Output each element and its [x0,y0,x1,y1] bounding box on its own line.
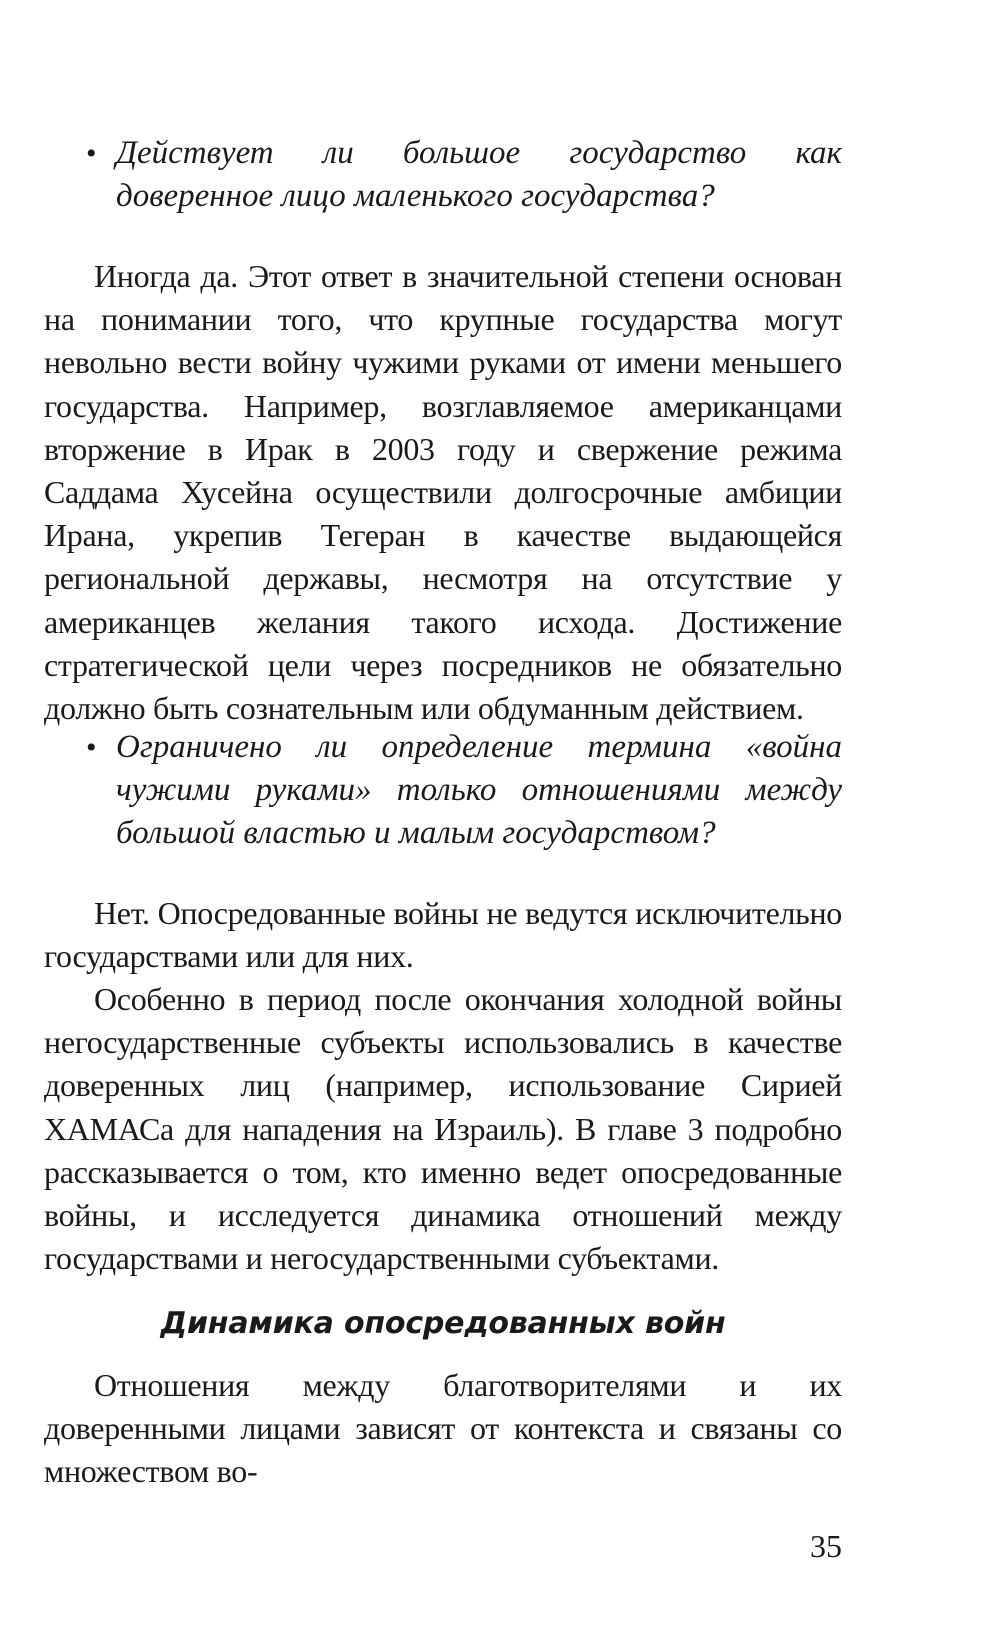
paragraph-2: Нет. Опосредованные войны не ведутся исключительно государствами или для них. [44,895,842,975]
paragraph-3: Особенно в период после окончания холодной войны негосударственные субъекты использовались в качестве доверенных лиц (например, использование Сирией ХАМАСа для нападения на Израиль). В главе 3 подробно рассказывается о том, кто именно ведет опосредованные войны, и исследуется динамика отношений между государствами и негосударственными субъектами. [44,981,842,1277]
section-heading: Динамика опосредованных войн [160,1306,726,1341]
question-1-text: Действует ли большое государство как доверенное лицо маленького государства? [116,135,842,214]
paragraph-4: Отношения между благотворителями и их доверенными лицами зависят от контекста и связаны со множеством во- [44,1367,842,1490]
page-number: 35 [810,1528,842,1564]
bullet-icon: • [86,137,97,170]
paragraph-1: Иногда да. Этот ответ в значительной степени основан на понимании того, что крупные государства могут невольно вести войну чужими руками от имени меньшего государства. Например, возглавляемое американцами вторжение в Ирак в 2003 году и свержение режима Саддама Хусейна осуществили долгосрочные амбиции Ирана, укрепив Тегеран в качестве выдающейся региональной державы, несмотря на отсутствие у американцев желания такого исхода. Достижение стратегической цели через посредников не обязательно должно быть сознательным или обдуманным действием. [44,258,842,727]
bullet-icon: • [86,731,97,764]
question-2 [44,726,842,855]
book-page [44,0,842,1639]
question-2-text: Ограничено ли определение термина «война чужими руками» только отношениями между большой властью и малым государством? [116,729,842,851]
question-1 [44,132,842,218]
